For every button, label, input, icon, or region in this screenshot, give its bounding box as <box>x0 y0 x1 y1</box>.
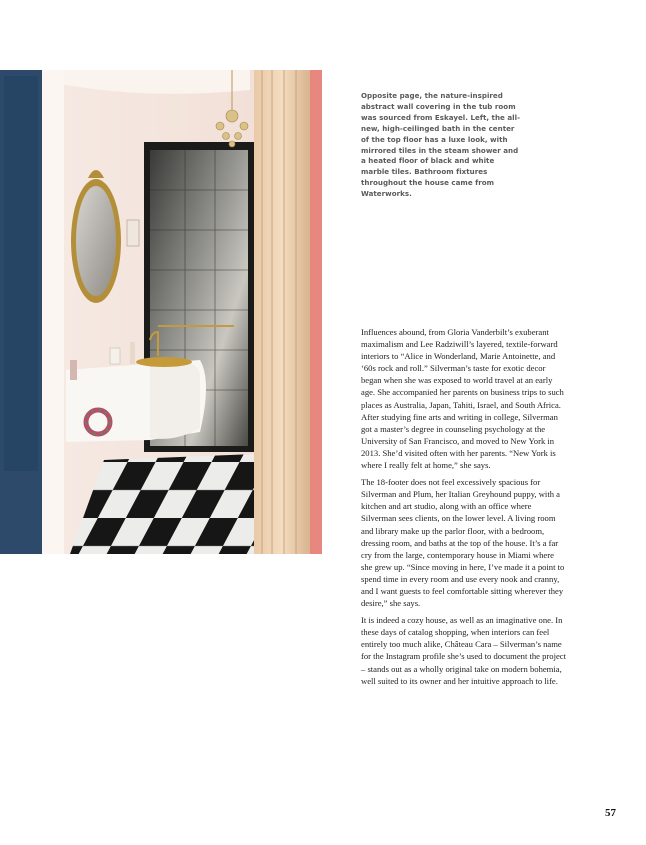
article-paragraph-3: It is indeed a cozy house, as well as an imaginative one. In these days of catalog shopping, when interiors can feel entirely too much alike, Château Cara – Silverman’s name for the Instagram profile she’s used to document the project – stands out as a wholly original take on modern bohemia, well suited to its owner and her intuitive approach to life. <box>361 615 566 686</box>
photo-caption: Opposite page, the nature-inspired abstract wall covering in the tub room was sourced from Eskayel. Left, the all-new, high-ceilinged bath in the center of the top floor has a luxe look, with mirrored tiles in the steam shower and a heated floor of black and white marble tiles. Bathroom fixtures throughout the house came from Waterworks. <box>361 91 521 199</box>
article-paragraph-2: The 18-footer does not feel excessively spacious for Silverman and Plum, her Italian Greyhound puppy, with a kitchen and art studio, along with an office where Silverman sees clients, on the lower level. A living room and library make up the parlor floor, with a bedroom, dressing room, and baths at the top of the house. It’s a far cry from the large, contemporary house in Miami where she grew up. “Since moving in here, I’ve made it a point to spend time in every room and use every nook and cranny, and I want guests to feel comfortable sitting wherever they desire,” she says. <box>361 477 565 609</box>
bathroom-photo <box>0 70 322 554</box>
page-number: 57 <box>605 807 616 819</box>
article-paragraph-1: Influences abound, from Gloria Vanderbilt’s exuberant maximalism and Lee Radziwill’s layered, textile-forward interiors to “Alice in Wonderland, Marie Antoinette, and ‘60s rock and roll.” Silverman’s taste for exotic decor began when she was exposed to world travel at an early age. She accompanied her parents on business trips to such places as Australia, Japan, Tahiti, Israel, and South Africa. After studying fine arts and writing in college, Silverman got a master’s degree in counseling psychology at the University of San Francisco, and moved to New York in 2013. She’d visited often with her parents. “New York is where I really felt at home,” she says. <box>361 327 564 471</box>
article-body <box>361 326 566 692</box>
bathroom-photo-illustration <box>0 70 322 554</box>
